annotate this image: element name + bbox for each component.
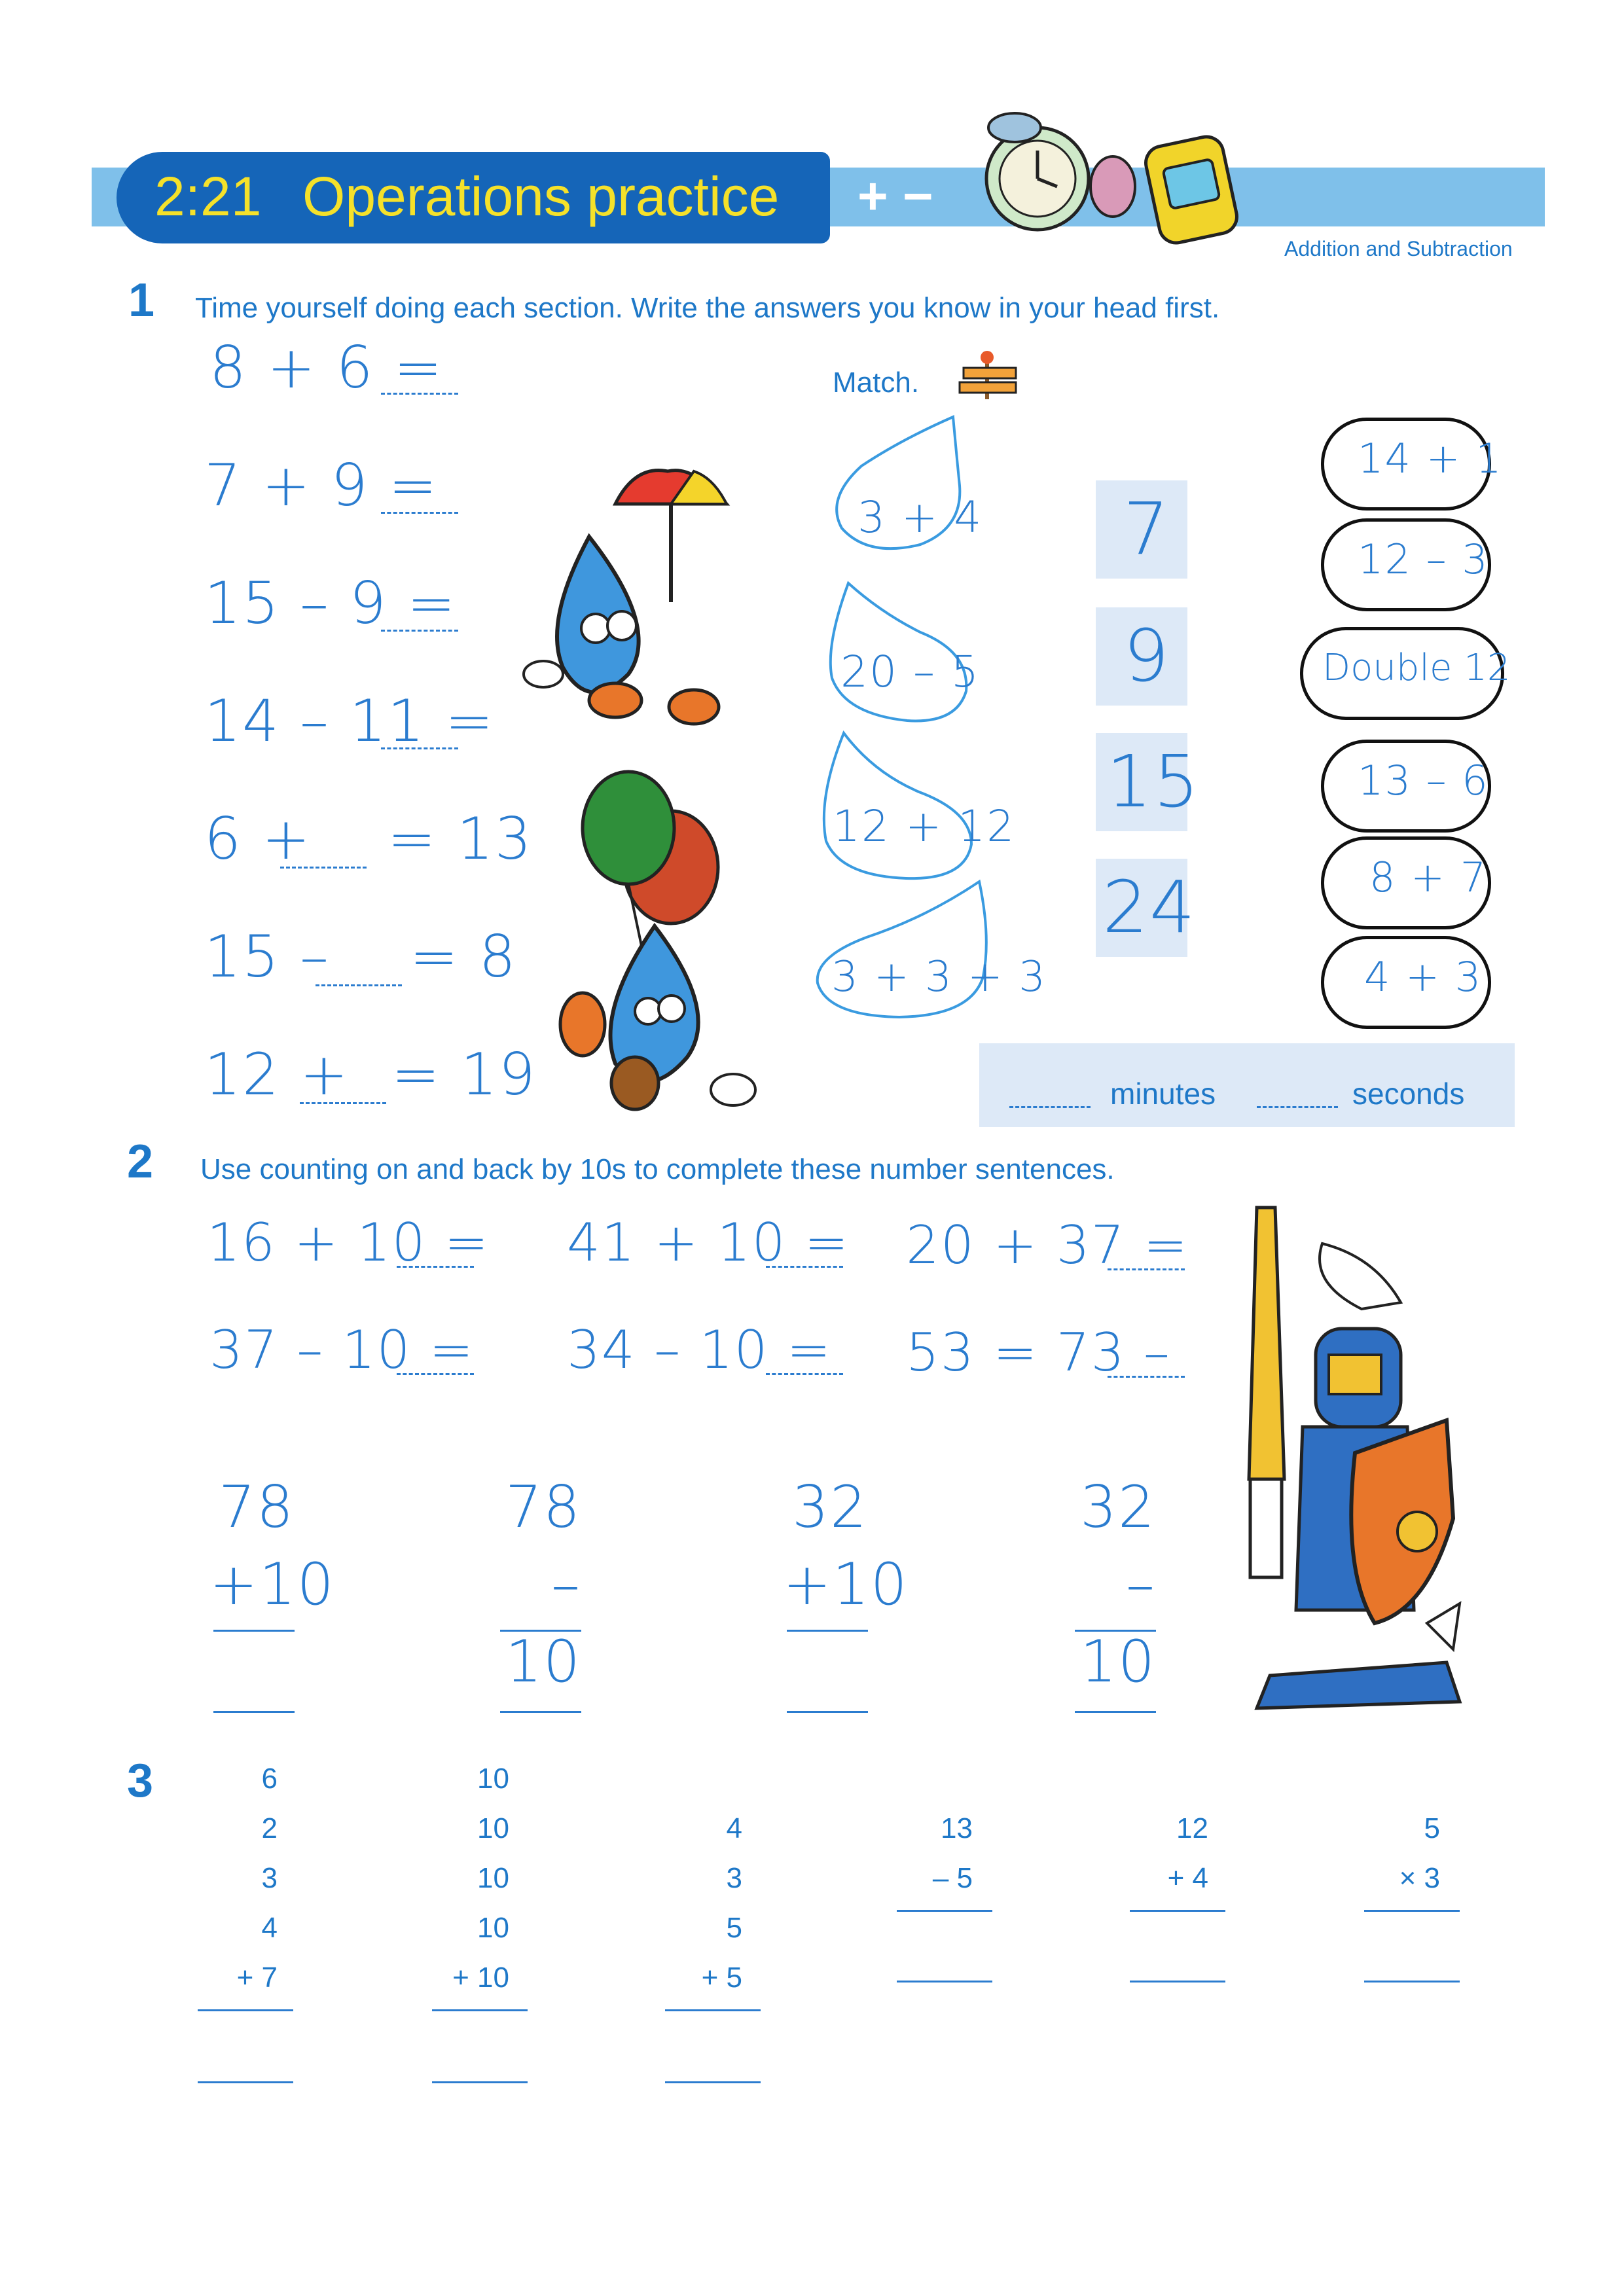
q3-c5-r1: 12 xyxy=(1176,1812,1208,1844)
question-number-1: 1 xyxy=(128,274,155,327)
q3-column-6 xyxy=(1375,1804,1440,1903)
vertical-sum-4-answer-line[interactable] xyxy=(1075,1711,1156,1713)
drop-4-text: 3 + 3 + 3 xyxy=(831,953,1047,1001)
sentence-3-blank[interactable] xyxy=(1108,1268,1185,1270)
q3-c3-answer-line[interactable] xyxy=(665,2081,761,2083)
q3-c5-answer-line[interactable] xyxy=(1130,1981,1225,1982)
sentence-4: 37 – 10 = xyxy=(209,1319,475,1380)
minutes-label: minutes xyxy=(1110,1077,1216,1111)
vertical-sum-2 xyxy=(496,1469,581,1700)
sentence-6-blank[interactable] xyxy=(1108,1376,1185,1378)
q3-c2-line xyxy=(432,2009,528,2011)
number-box-1-text: 7 xyxy=(1123,487,1170,571)
q3-c1-r2: 2 xyxy=(261,1812,278,1844)
vertical-sum-3-top: 32 xyxy=(792,1473,868,1541)
operation-signs: + − xyxy=(857,167,933,225)
page-subtitle: Addition and Subtraction xyxy=(1284,237,1513,260)
q3-c3-line xyxy=(665,2009,761,2011)
q3-c5-r2: + 4 xyxy=(1167,1862,1208,1894)
vertical-sum-3 xyxy=(783,1469,909,1623)
sentence-3: 20 + 37 = xyxy=(906,1215,1189,1276)
q3-c2-r5: + 10 xyxy=(452,1962,509,1994)
equation-7-right: = 19 xyxy=(391,1041,537,1108)
sentence-1-blank[interactable] xyxy=(397,1266,474,1268)
cloud-5-text: 8 + 7 xyxy=(1369,853,1488,901)
answer-blank-6[interactable] xyxy=(316,984,402,986)
equation-5-right: = 13 xyxy=(388,805,533,872)
q3-c1-line xyxy=(198,2009,293,2011)
water-drop-balloons-illustration xyxy=(556,749,779,1116)
match-label: Match. xyxy=(833,367,920,399)
q3-c2-answer-line[interactable] xyxy=(432,2081,528,2083)
water-drop-umbrella-illustration xyxy=(517,452,766,753)
q3-c3-r3: 5 xyxy=(726,1912,742,1944)
vertical-sum-2-line xyxy=(500,1630,581,1632)
q3-c2-r1: 10 xyxy=(477,1763,509,1795)
clock-and-watch-illustration xyxy=(975,101,1257,265)
q3-c1-r1: 6 xyxy=(261,1763,278,1795)
number-box-3-text: 15 xyxy=(1106,740,1200,823)
drop-2-text: 20 – 5 xyxy=(840,647,980,697)
q3-c5-line xyxy=(1130,1910,1225,1912)
equation-2-left: 7 + 9 = xyxy=(204,452,439,519)
vertical-sum-4-top: 32 xyxy=(1080,1473,1156,1541)
question-number-3: 3 xyxy=(127,1755,154,1807)
answer-blank-7[interactable] xyxy=(300,1102,386,1104)
q3-c6-r1: 5 xyxy=(1424,1812,1440,1844)
q3-column-5 xyxy=(1139,1804,1208,1903)
q3-c4-r1: 13 xyxy=(941,1812,973,1844)
question-number-2: 2 xyxy=(127,1136,154,1188)
sentence-4-blank[interactable] xyxy=(397,1373,474,1375)
equation-6-right: = 8 xyxy=(410,923,517,990)
q3-column-3 xyxy=(661,1804,742,2003)
seconds-label: seconds xyxy=(1352,1077,1465,1111)
sentence-2-blank[interactable] xyxy=(766,1266,843,1268)
q3-c1-r4: 4 xyxy=(261,1912,278,1944)
equation-4-left: 14 – 11 = xyxy=(204,687,495,755)
answer-blank-1[interactable] xyxy=(381,393,458,395)
sentence-5: 34 – 10 = xyxy=(567,1319,832,1380)
vertical-sum-4 xyxy=(1071,1469,1156,1700)
vertical-sum-2-answer-line[interactable] xyxy=(500,1711,581,1713)
answer-blank-4[interactable] xyxy=(381,747,458,749)
cloud-2-text: 12 – 3 xyxy=(1358,535,1489,583)
drop-3-text: 12 + 12 xyxy=(833,801,1016,852)
equation-6-left: 15 – xyxy=(204,923,330,990)
vertical-sum-3-op: +10 xyxy=(783,1551,909,1618)
equation-3-left: 15 – 9 = xyxy=(204,569,457,637)
q3-c1-r5: + 7 xyxy=(236,1962,278,1994)
q3-c1-r3: 3 xyxy=(261,1862,278,1894)
vertical-sum-4-line xyxy=(1075,1630,1156,1632)
q3-c2-r3: 10 xyxy=(477,1862,509,1894)
equation-7-left: 12 + xyxy=(204,1041,350,1108)
q3-c2-r2: 10 xyxy=(477,1812,509,1844)
q3-c6-r2: × 3 xyxy=(1399,1862,1440,1894)
sentence-1: 16 + 10 = xyxy=(207,1212,490,1273)
q3-c1-answer-line[interactable] xyxy=(198,2081,293,2083)
vertical-sum-3-line xyxy=(787,1630,868,1632)
vertical-sum-1-line xyxy=(213,1630,295,1632)
equation-1-left: 8 + 6 = xyxy=(209,334,444,401)
q2-instruction: Use counting on and back by 10s to complete these number sentences. xyxy=(200,1153,1115,1185)
seconds-blank[interactable] xyxy=(1257,1106,1338,1108)
knight-illustration xyxy=(1231,1204,1479,1721)
vertical-sum-1-answer-line[interactable] xyxy=(213,1711,295,1713)
vertical-sum-2-op: –10 xyxy=(505,1551,581,1695)
q3-c4-r2: – 5 xyxy=(932,1862,973,1894)
q3-c3-r4: + 5 xyxy=(701,1962,742,1994)
sentence-2: 41 + 10 = xyxy=(567,1212,850,1273)
drop-1-text: 3 + 4 xyxy=(857,492,983,543)
q3-c2-r4: 10 xyxy=(477,1912,509,1944)
vertical-sum-1-op: +10 xyxy=(209,1551,335,1618)
sentence-6: 53 = 73 – xyxy=(906,1322,1171,1383)
vertical-sum-3-answer-line[interactable] xyxy=(787,1711,868,1713)
q3-column-2 xyxy=(419,1754,509,2003)
q3-column-4 xyxy=(903,1804,973,1903)
vertical-sum-4-op: –10 xyxy=(1080,1551,1156,1695)
cloud-1-text: 14 + 1 xyxy=(1358,435,1503,482)
answer-blank-5[interactable] xyxy=(280,867,367,869)
sentence-5-blank[interactable] xyxy=(766,1373,843,1375)
cloud-6-text: 4 + 3 xyxy=(1364,953,1483,1001)
answer-blank-3[interactable] xyxy=(381,630,458,632)
q3-c6-line xyxy=(1364,1910,1460,1912)
q3-c6-answer-line[interactable] xyxy=(1364,1981,1460,1982)
q3-column-1 xyxy=(196,1754,278,2003)
signpost-icon xyxy=(957,348,1022,401)
q3-c3-r1: 4 xyxy=(726,1812,742,1844)
vertical-sum-1 xyxy=(209,1469,335,1623)
vertical-sum-1-top: 78 xyxy=(219,1473,295,1541)
q3-c3-r2: 3 xyxy=(726,1862,742,1894)
q3-c4-line xyxy=(897,1910,992,1912)
number-box-4-text: 24 xyxy=(1102,865,1197,949)
minutes-blank[interactable] xyxy=(1009,1106,1091,1108)
vertical-sum-2-top: 78 xyxy=(505,1473,581,1541)
number-box-2-text: 9 xyxy=(1123,614,1170,698)
page-title: Operations practice xyxy=(302,166,780,227)
header-code: 2:21 xyxy=(154,166,262,227)
cloud-3-text: Double 12 xyxy=(1322,647,1511,689)
answer-blank-2[interactable] xyxy=(381,512,458,514)
q1-instruction: Time yourself doing each section. Write the answers you know in your head first. xyxy=(195,292,1220,324)
equation-5-left: 6 + xyxy=(204,805,312,872)
q3-c4-answer-line[interactable] xyxy=(897,1981,992,1982)
cloud-4-text: 13 – 6 xyxy=(1358,757,1489,804)
